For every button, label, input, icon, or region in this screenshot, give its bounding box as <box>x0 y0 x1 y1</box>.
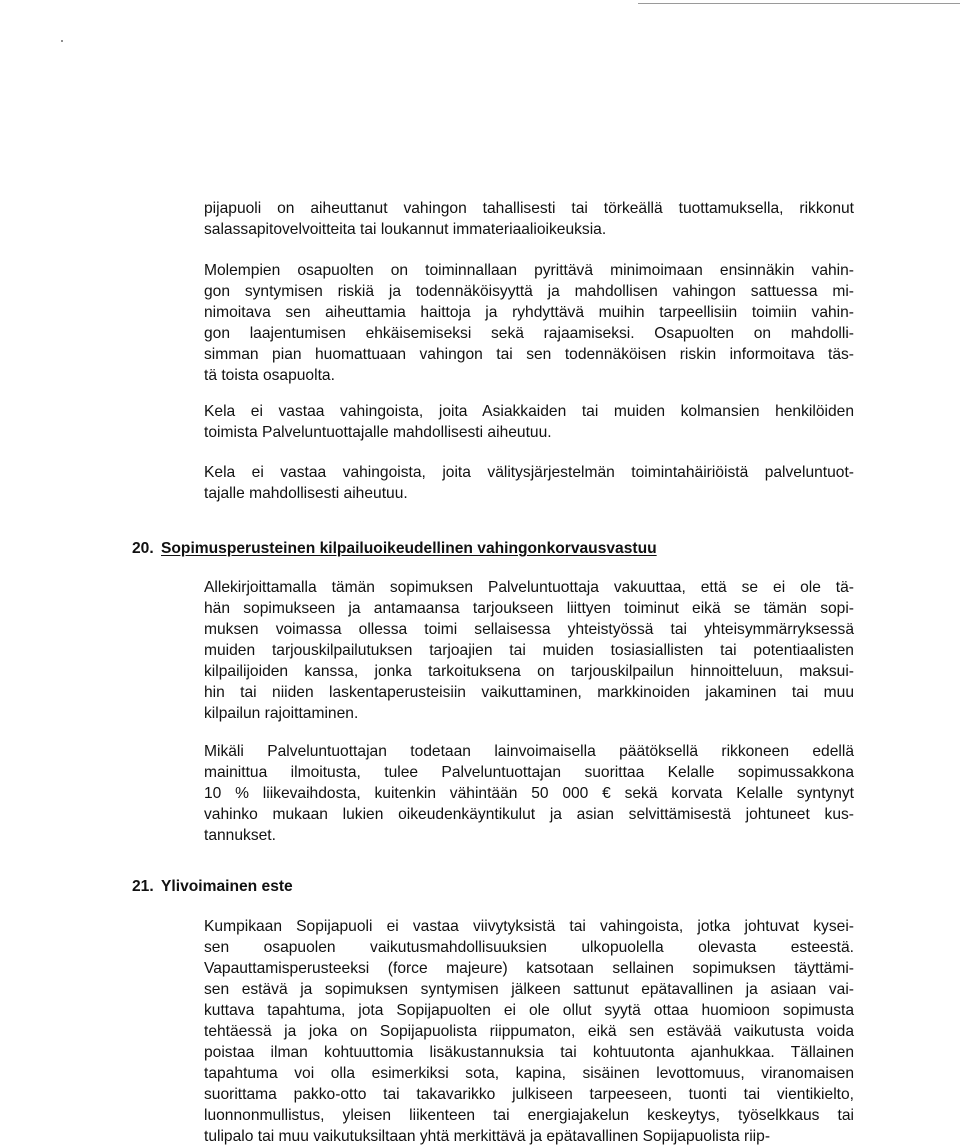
text-line: tulipalo tai muu vaikutuksiltaan yhtä merkittävä ja epätavallinen Sopijapuolista riip- <box>204 1128 771 1145</box>
section-title: Ylivoimainen este <box>161 878 293 895</box>
text-line: nimoitava sen aiheuttamia haittoja ja ryhdyttävä muihin tarpeellisiin toimiin vahin- <box>204 304 854 321</box>
scan-speck <box>61 40 63 42</box>
text-line: poistaa ilman kohtuuttomia lisäkustannuksia tai kohtuutonta ajanhukkaa. Tällainen <box>204 1044 854 1061</box>
text-line: hin tai niiden laskentaperusteisiin vaikuttaminen, markkinoiden jakaminen tai muu <box>204 684 854 701</box>
text-line: Kumpikaan Sopijapuoli ei vastaa viivytyksistä tai vahingoista, jotka johtuvat kysei- <box>204 918 854 935</box>
section-number: 21. <box>132 878 154 895</box>
text-line: salassapitovelvoitteita tai loukannut immateriaalioikeuksia. <box>204 221 607 238</box>
text-line: muiden tarjouskilpailutuksen tarjoajien tai muiden tosiasiallisten tai potentiaalisten <box>204 642 854 659</box>
section-20-heading <box>132 538 657 559</box>
text-line: simman pian huomattuaan vahingon tai sen todennäköisen riskin informoitava täs- <box>204 346 854 363</box>
text-line: tehtäessä ja joka on Sopijapuolista riippumaton, eikä sen estävää vaikutusta voida <box>204 1023 854 1040</box>
text-line: toimista Palveluntuottajalle mahdollisesti aiheutuu. <box>204 424 552 441</box>
force-majeure-paragraph <box>204 916 854 1147</box>
top-edge-rule <box>638 3 960 4</box>
liability-paragraph-continued <box>204 198 854 240</box>
text-line: tajalle mahdollisesti aiheutuu. <box>204 485 408 502</box>
text-line: gon laajentumisen ehkäisemiseksi sekä rajaamiseksi. Osapuolten on mahdolli- <box>204 325 854 342</box>
text-line: Kela ei vastaa vahingoista, joita välitysjärjestelmän toimintahäiriöistä palveluntuot- <box>204 464 854 481</box>
text-line: Kela ei vastaa vahingoista, joita Asiakkaiden tai muiden kolmansien henkilöiden <box>204 403 854 420</box>
text-line: sen estävä ja sopimuksen syntymisen jälkeen sattunut epätavallinen ja asiaan vai- <box>204 981 854 998</box>
text-line: tannukset. <box>204 827 276 844</box>
text-line: Vapauttamisperusteeksi (force majeure) katsotaan sellainen sopimuksen täyttämi- <box>204 960 854 977</box>
text-line: 10 % liikevaihdosta, kuitenkin vähintään 50 000 € sekä korvata Kelalle syntynyt <box>204 785 854 802</box>
text-line: mainittua ilmoitusta, tulee Palveluntuottajan suorittaa Kelalle sopimussakkona <box>204 764 854 781</box>
text-line: kilpailun rajoittaminen. <box>204 705 359 722</box>
text-line: Molempien osapuolten on toiminnallaan pyrittävä minimoimaan ensinnäkin vahin- <box>204 262 854 279</box>
text-line: gon syntymisen riskiä ja todennäköisyyttä ja mahdollisen vahingon sattuessa mi- <box>204 283 854 300</box>
text-line: muksen voimassa ollessa toimi sellaisessa yhteistyössä tai yhteisymmärryksessä <box>204 621 854 638</box>
text-line: suorittama pakko-otto tai takavarikko julkiseen tarpeeseen, tuonti tai vientikielto, <box>204 1086 854 1103</box>
text-line: kuttava tapahtuma, jota Sopijapuolten ei ole ollut syytä ottaa huomioon sopimusta <box>204 1002 854 1019</box>
section-number: 20. <box>132 540 154 557</box>
text-line: pijapuoli on aiheuttanut vahingon tahallisesti tai törkeällä tuottamuksella, rikkonut <box>204 200 854 217</box>
text-line: kilpailijoiden kanssa, jonka tarkoituksena on tarjouskilpailun hinnoitteluun, maksui- <box>204 663 854 680</box>
kela-system-fault-paragraph <box>204 462 854 504</box>
text-line: hän sopimukseen ja antamaansa tarjoukseen liittyen toiminut eikä se tämän sopi- <box>204 600 854 617</box>
text-line: sen osapuolen vaikutusmahdollisuuksien ulkopuolella olevasta esteestä. <box>204 939 854 956</box>
text-line: Mikäli Palveluntuottajan todetaan lainvoimaisella päätöksellä rikkoneen edellä <box>204 743 854 760</box>
text-line: luonnonmullistus, yleisen liikenteen tai energiajakelun keskeytys, työselkkaus tai <box>204 1107 854 1124</box>
text-line: tapahtuma voi olla esimerkiksi sota, kapina, sisäinen levottomuus, viranomaisen <box>204 1065 854 1082</box>
text-line: vahinko mukaan lukien oikeudenkäyntikulut ja asian selvittämisestä johtuneet kus- <box>204 806 854 823</box>
text-line: tä toista osapuolta. <box>204 367 335 384</box>
competition-assurance-paragraph <box>204 577 854 724</box>
damage-minimisation-paragraph <box>204 260 854 386</box>
text-line: Allekirjoittamalla tämän sopimuksen Palveluntuottaja vakuuttaa, että se ei ole tä- <box>204 579 854 596</box>
contract-penalty-paragraph <box>204 741 854 846</box>
section-21-heading <box>132 876 293 897</box>
section-title: Sopimusperusteinen kilpailuoikeudellinen vahingonkorvausvastuu <box>161 540 657 557</box>
kela-third-party-paragraph <box>204 401 854 443</box>
